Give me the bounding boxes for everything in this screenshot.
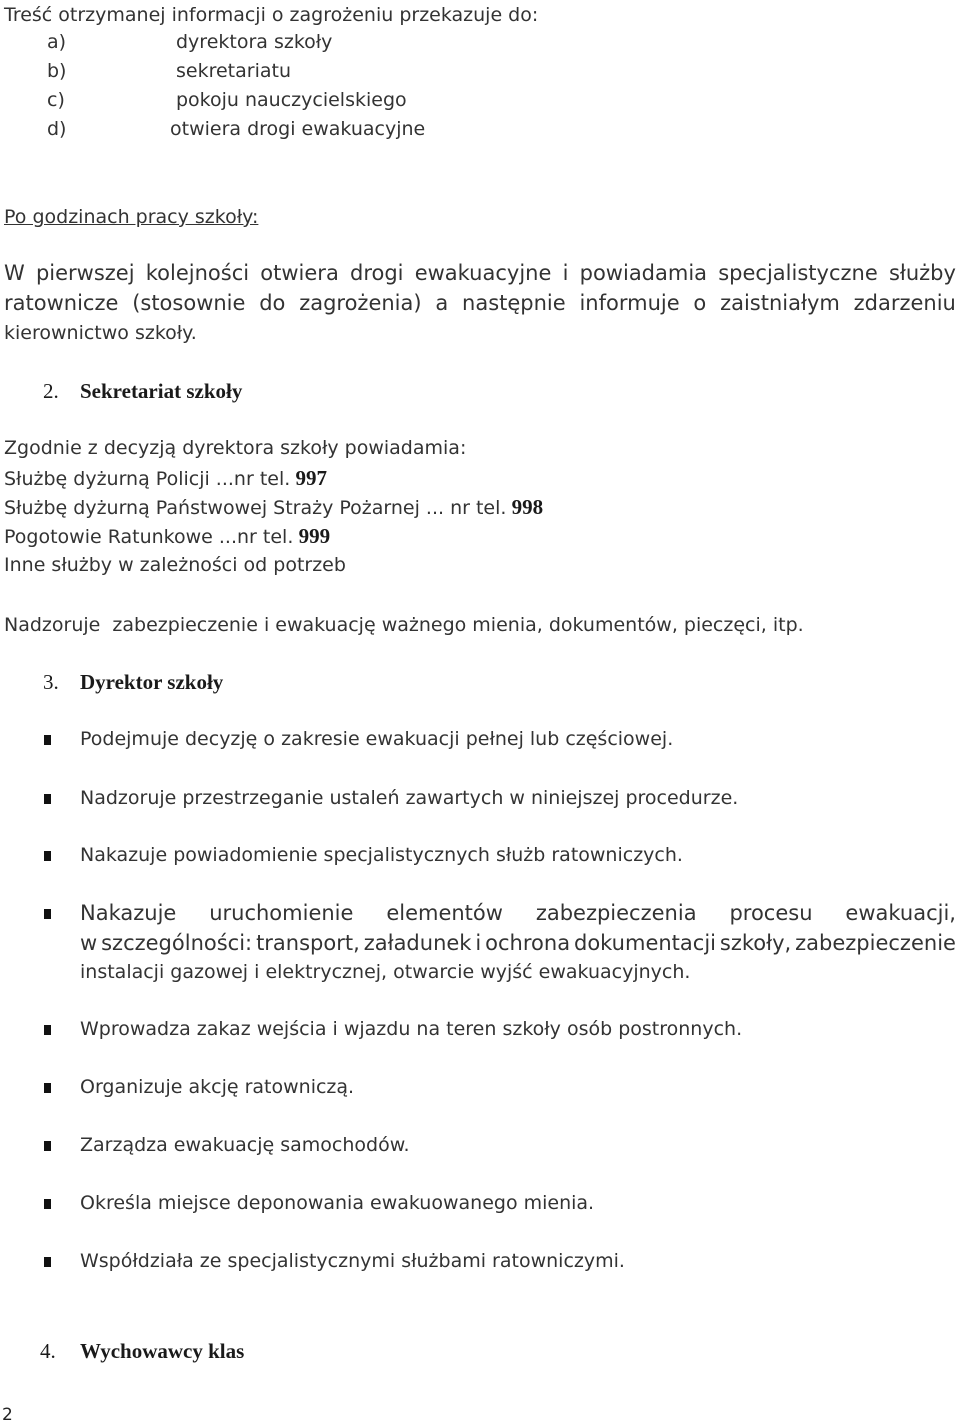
bullet-icon (44, 909, 51, 919)
section-4-title (80, 1338, 244, 1364)
service-tel: 999 (298, 524, 331, 548)
list-marker: a) (47, 31, 67, 53)
section-2-other: Inne służby w zależności od potrzeb (4, 554, 346, 576)
word: informuje (579, 291, 680, 315)
section-3-title-text: Dyrektor szkoły (80, 670, 224, 694)
word: i (562, 261, 569, 285)
section-4-number: 4. (40, 1339, 56, 1363)
bullet-icon (44, 735, 51, 745)
word: a (435, 291, 449, 315)
word: ewakuacji, (845, 901, 956, 925)
word: zabezpieczenie (795, 931, 956, 955)
service-tel-label: nr tel. (233, 468, 291, 490)
section-3-number: 3. (43, 670, 59, 694)
service-label: Służbę dyżurną Państwowej Straży Pożarnej ... (4, 497, 445, 519)
list-item: Współdziała ze specjalistycznymi służbami ratowniczymi. (80, 1250, 625, 1272)
word: specjalistyczne (718, 261, 878, 285)
word: służby (888, 261, 956, 285)
section-2-title (80, 378, 242, 404)
section-2-number: 2. (43, 379, 59, 403)
word: drogi (350, 261, 404, 285)
list-item: sekretariatu (176, 60, 291, 82)
word: Nakazuje (80, 901, 177, 925)
section-2-supervises: Nadzoruje zabezpieczenie i ewakuację ważnego mienia, dokumentów, pieczęci, itp. (4, 614, 804, 636)
word: w (80, 931, 98, 955)
list-marker: d) (47, 118, 67, 140)
word: transport, (256, 931, 360, 955)
service-label: Pogotowie Ratunkowe ... (4, 526, 238, 548)
section-2-intro: Zgodnie z decyzją dyrektora szkoły powiadamia: (4, 437, 467, 459)
page-number: 2 (2, 1405, 13, 1425)
service-fire (4, 494, 543, 521)
list-item: Organizuje akcję ratowniczą. (80, 1076, 355, 1098)
bullet-icon (44, 1257, 51, 1267)
list-item: Zarządza ewakuację samochodów. (80, 1134, 410, 1156)
after-hours-heading: Po godzinach pracy szkoły: (4, 206, 259, 228)
after-hours-line-1 (4, 260, 956, 286)
word: powiadamia (579, 261, 708, 285)
list-item: dyrektora szkoły (176, 31, 333, 53)
word: ratownicze (4, 291, 119, 315)
word: zagrożenia) (299, 291, 422, 315)
bullet-icon (44, 1083, 51, 1093)
word: otwiera (260, 261, 339, 285)
bullet-icon (44, 851, 51, 861)
service-tel-label: nr tel. (237, 526, 294, 548)
service-tel: 998 (511, 495, 544, 519)
list-marker: c) (47, 89, 65, 111)
after-hours-line-3: kierownictwo szkoły. (4, 322, 197, 344)
word: W (4, 261, 25, 285)
word: o (693, 291, 707, 315)
bullet-icon (44, 1025, 51, 1035)
list-item-long-line-1 (80, 900, 956, 926)
list-item-long-line-2 (80, 930, 956, 956)
list-item: Nakazuje powiadomienie specjalistycznych służb ratowniczych. (80, 844, 683, 866)
bullet-icon (44, 794, 51, 804)
section-3-title (80, 669, 223, 695)
service-tel-label: nr tel. (444, 497, 507, 519)
after-hours-line-2 (4, 290, 956, 316)
service-police (4, 465, 327, 492)
word: zabezpieczenia (535, 901, 697, 925)
bullet-icon (44, 1199, 51, 1209)
service-label: Służbę dyżurną Policji ... (4, 468, 234, 490)
section-4-title-text: Wychowawcy klas (80, 1339, 245, 1363)
service-ambulance (4, 523, 330, 550)
list-item: pokoju nauczycielskiego (176, 89, 407, 111)
word: ewakuacyjne (414, 261, 552, 285)
word: i (475, 931, 482, 955)
list-item: Podejmuje decyzję o zakresie ewakuacji pełnej lub częściowej. (80, 728, 674, 750)
intro-heading: Treść otrzymanej informacji o zagrożeniu przekazuje do: (4, 4, 539, 26)
list-item-long-line-3: instalacji gazowej i elektrycznej, otwarcie wyjść ewakuacyjnych. (80, 961, 691, 983)
word: kolejności (145, 261, 250, 285)
word: do (259, 291, 286, 315)
word: szczególności: (101, 931, 253, 955)
word: (stosownie (132, 291, 246, 315)
list-marker: b) (47, 60, 67, 82)
word: zdarzeniu (853, 291, 956, 315)
word: pierwszej (35, 261, 135, 285)
word: procesu (729, 901, 813, 925)
word: uruchomienie (209, 901, 354, 925)
list-item: otwiera drogi ewakuacyjne (170, 118, 426, 140)
bullet-icon (44, 1141, 51, 1151)
section-2-title-text: Sekretariat szkoły (80, 379, 243, 403)
list-item: Wprowadza zakaz wejścia i wjazdu na teren szkoły osób postronnych. (80, 1018, 743, 1040)
word: zaistniałym (720, 291, 840, 315)
word: załadunek (363, 931, 472, 955)
word: elementów (386, 901, 503, 925)
list-item: Nadzoruje przestrzeganie ustaleń zawartych w niniejszej procedurze. (80, 787, 739, 809)
word: szkoły, (719, 931, 792, 955)
word: ochrona (485, 931, 571, 955)
list-item: Określa miejsce deponowania ewakuowanego mienia. (80, 1192, 595, 1214)
word: następnie (462, 291, 566, 315)
word: dokumentacji (573, 931, 716, 955)
service-tel: 997 (295, 466, 328, 490)
